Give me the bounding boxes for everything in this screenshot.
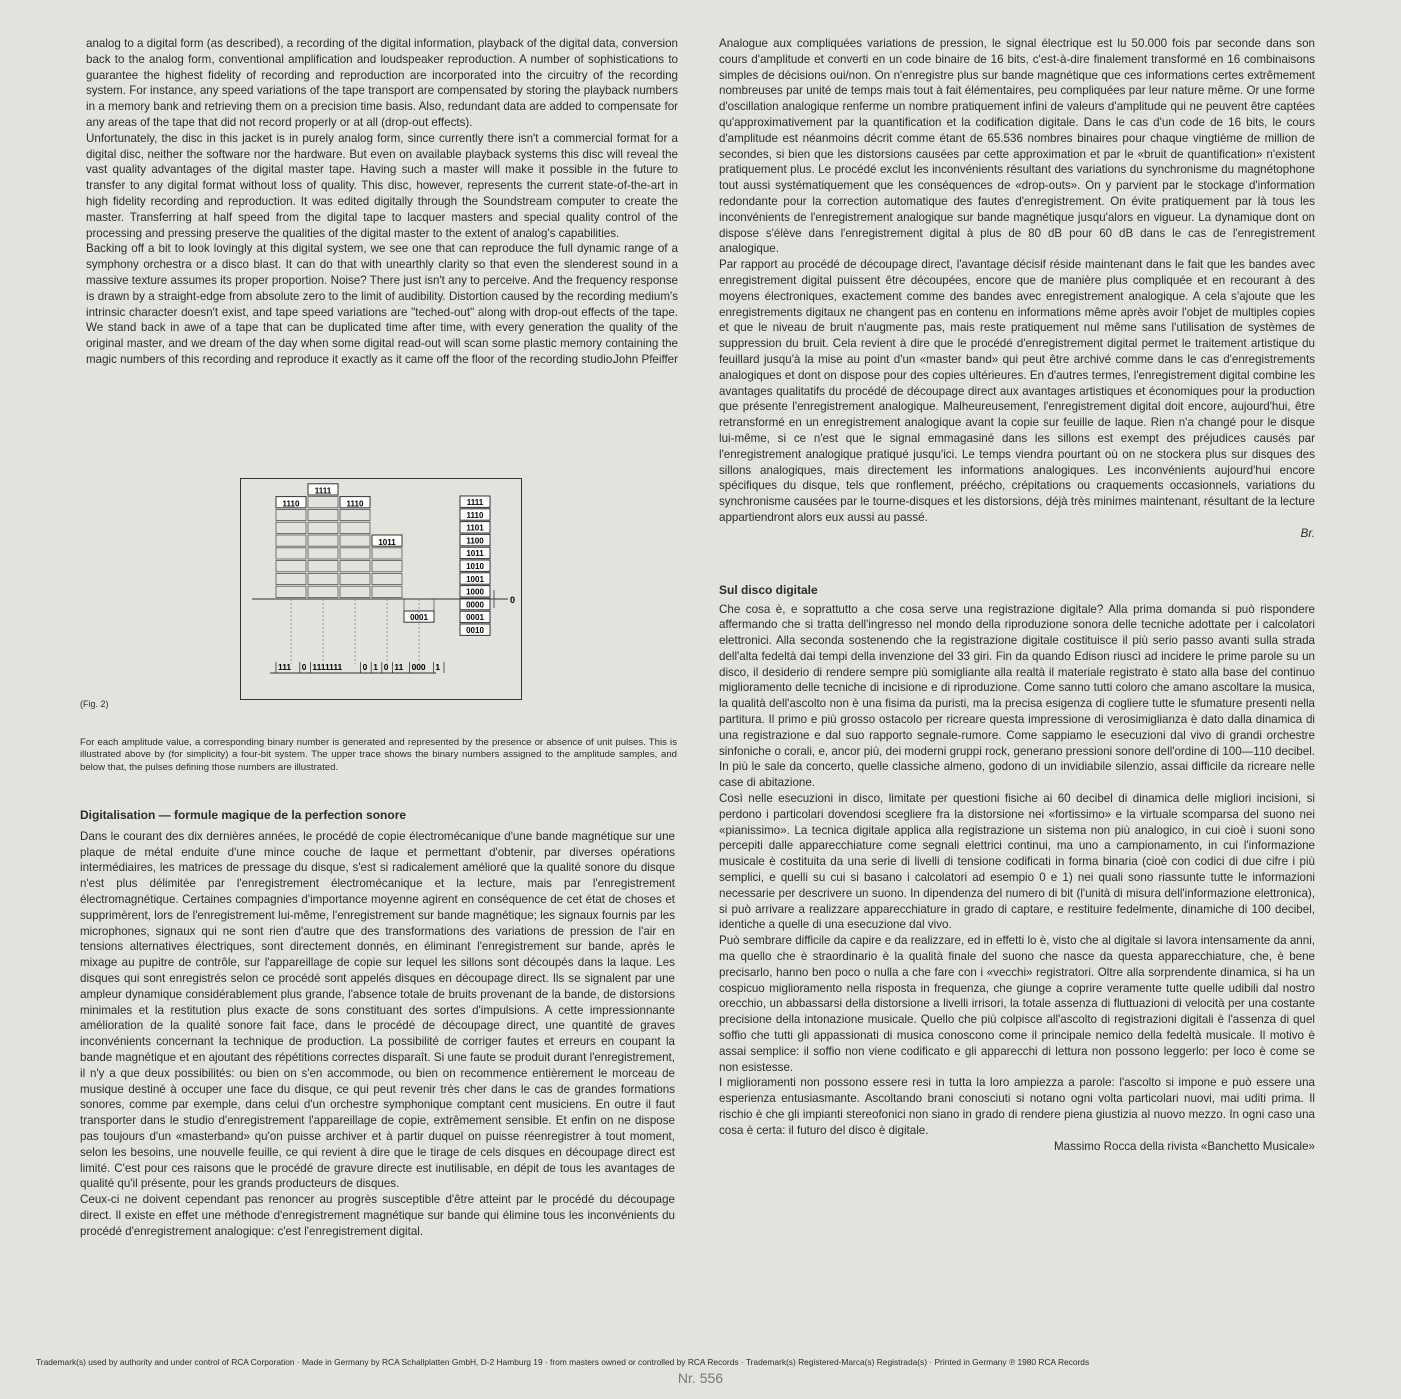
english-signature: John Pfeiffer	[613, 352, 678, 366]
binary-encoding-figure	[240, 478, 522, 700]
figure-caption: For each amplitude value, a corresponding binary number is generated and represented by the presence or absence of unit pulses. This is illustrated above by (for simplicity) a four-bit system. The upper trace shows the binary numbers assigned to the amplitude samples, and below that, the pulses defining those numbers are illustrated.	[80, 737, 677, 773]
scale-label: 1000	[466, 587, 484, 597]
french-right-paragraph-2: Par rapport au procédé de découpage direct, l'avantage décisif réside maintenant dans le fait que les bandes avec enregistrement digital puissent être découpées, encore que de manière plus compliquée et en recourant à des moyens électroniques, exactement comme des bandes avec enregistrement analogique. A cela s'ajoute que les enregistrements digitaux ne changent pas en contenu en informations même après avoir l'objet de multiples copies et que le niveau de bruit n'augmente pas, mais reste pratiquement nul même sans l'utilisation de systèmes de suppression du bruit. Cela revient à dire que le procédé d'enregistrement digital permet le traitement artistique du feuillard jusqu'à la mise au point d'un «master band» qui peut être archivé comme dans le cas d'enregistrements analogiques et dont on dispose pour des copies ultérieures. En d'autres termes, l'enregistrement digital combine les avantages qualitatifs du procédé de découpage direct aux avantages artistiques et économiques pour la production que présente l'enregistrement analogique. Malheureusement, l'enregistrement digital doit encore, aujourd'hui, être retransformé en un enregistrement analogique avant la copie sur feuille de laque. Rien n'a changé pour le disque lui-même, si ce n'est que le signal emmagasiné dans les sillons est exempt des préjudices causés par l'enregistrement analogique pratiqué jusqu'ici. Le temps viendra pourtant où on ne stockera plus sur disques des sillons analogiques, mais directement les informations analogiques. Les inconvénients aujourd'hui encore spécifiques du disque, tels que ronflement, préécho, crépitations ou craquements occasionnels, variations du synchronisme causées par le tourne-disques et les distorsions, déjà très minimes maintenant, résultant de la lecture appartiendront alors eux aussi au passé.	[719, 258, 1315, 524]
bar-cell	[340, 522, 370, 533]
french-right-paragraph-1: Analogue aux compliquées variations de pression, le signal électrique est lu 50.000 fois par seconde dans son cours d'amplitude et converti en un code binaire de 16 bits, c'est-à-dire finalement transformé en 16 combinaisons simples de décisions oui/non. On n'enregistre plus sur bande magnétique que ces informations certes extrêmement nombreuses par unité de temps mais tout à fait élémentaires, peu compliquées par leur nature même. Or une forme d'oscillation analogique renferme un nombre pratiquement infini de valeurs d'amplitude qui ne peuvent être captées qu'approximativement par la quantification et la codification digitale. Dans le cas d'un code de 16 bits, le cours d'amplitude est néanmoins décrit comme étant de 65.536 nombres binaires pour chaque vingtième de million de secondes, si bien que les distorsions causées par cette approximation et par le «bruit de quantification» n'existent pratiquement plus. Le procédé exclut les inconvénients résultant des variations du synchronisme du magnétophone tout aussi systématiquement que les conséquences de «drop-outs». On y parvient par le stockage d'information redondante pour la correction automatique des fautes d'enregistrement. On évite pratiquement par là tous les inconvénients de l'enregistrement analogique sur bande magnétique jusqu'alors en vigueur. La dynamique dont on dispose s'élève dans l'enregistrement digital à plus de 80 dB pour 60 dB dans le cas de l'enregistrement analogique.	[719, 37, 1315, 256]
bar-cell	[372, 548, 402, 559]
bar-label: 1111	[314, 486, 332, 496]
bar-cell	[340, 573, 370, 584]
scale-label: 1011	[466, 549, 484, 559]
bar-cell	[340, 548, 370, 559]
bar-cell	[308, 586, 338, 597]
footer-legal-text: Trademark(s) used by authority and under control of RCA Corporation · Made in Germany by RCA Schallplatten GmbH, D-2 Hamburg 19 · from masters owned or controlled by RCA Records · Trademark(s) Registered-Marca(s) Registrada(s) · Printed in Germany ℗ 1980 RCA Records	[36, 1357, 1090, 1367]
scale-label: 0010	[466, 626, 484, 635]
bar-cell	[308, 497, 338, 508]
zero-label: 0	[510, 595, 516, 605]
bar-cell	[308, 535, 338, 546]
bar-cell	[308, 561, 338, 572]
bar-cell	[276, 586, 306, 597]
bar-cell	[340, 561, 370, 572]
pulse-group: 111	[278, 662, 292, 672]
french-title: Digitalisation — formule magique de la perfection sonore	[80, 808, 407, 822]
scale-label: 1111	[466, 498, 484, 507]
binary-scale	[460, 496, 494, 635]
bar-label: 1110	[346, 499, 364, 509]
italian-paragraph-3: Può sembrare difficile da capire e da realizzare, ed in effetti lo è, visto che al digitale si lavora intensamente da anni, ma quello che è straordinario è la qualità finale del suono che nasce da questa apparecchiature, che, è bene precisarlo, hanno ben poco o nulla a che fare con i «vecchi» registratori. Oltre alla sorprendente dinamica, si ha un cospicuo miglioramento nella risposta in frequenza, che giunge a coprire veramente tutte quelle udibili dal nostro orecchio, un abbassarsi della distorsione a livelli irrisori, la totale assenza di fluttuazioni di velocità per una costante precisione della intonazione musicale. Quello che più colpisce all'ascolto di registrazioni digitali è l'assenza di quel soffio che tutti gli appassionati di musica conoscono come il principale nemico della fedeltà musicale. Il motivo è assai semplice: il soffio non viene codificato e gli apparecchi di lettura non possono leggerlo: per loco è come se non esistesse.	[719, 934, 1315, 1074]
figure-svg	[240, 478, 522, 700]
pulse-group: 1111111	[312, 662, 343, 672]
scale-label: 0001	[466, 613, 484, 623]
italian-paragraph-4: I miglioramenti non possono essere resi in tutta la loro ampiezza a parole: l'ascolto si impone e può essere una esperienza entusiasmante. Ascoltando brani conosciuti si notano ogni volta particolari nuovi, mai uditi prima. Il rischio è che gli impianti stereofonici non siano in grado di rendere piena giustizia al nuovo mezzo. In ogni caso una cosa è certa: il futuro del disco è digitale.	[719, 1076, 1315, 1137]
pulse-group: 1	[435, 662, 441, 672]
bar-cell	[308, 522, 338, 533]
bar-cell	[276, 535, 306, 546]
english-paragraph-2: Unfortunately, the disc in this jacket is in purely analog form, since currently there isn't a commercial format for a digital disc, neither the software nor the hardware. But even on available playback systems this disc will reveal the vast quality advantages of the digital master tape. Having such a master will make it possible in the future to transfer to any digital format without loss of quality. This disc, however, represents the current state-of-the-art in high fidelity recording and reproduction. It was edited digitally through the Soundstream computer to create the master. Transferring at half speed from the digital tape to lacquer masters and special quality control of the processing and pressing preserve the qualities of the digital master to the extent of analog's capabilities.	[86, 131, 678, 240]
bar-cell	[308, 548, 338, 559]
scale-label: 1001	[466, 574, 484, 584]
bar-label: 1110	[282, 499, 300, 509]
bar-cell	[340, 535, 370, 546]
english-paragraph-1: analog to a digital form (as described), a recording of the digital information, playback of the digital data, conversion back to the analog form, conventional amplification and loudspeaker reproduction. A number of sophistications to guarantee the highest fidelity of recording and reproduction are incorporated into the circuitry of the recording system. For instance, any speed variations of the tape transport are compensated by storing the playback numbers in a memory bank and retrieving them on a precision time basis. Also, redundant data are added to compensate for any areas of the tape that did not record properly or at all (drop-out effects).	[86, 37, 678, 129]
pulse-group: 000	[411, 662, 426, 672]
french-section	[80, 808, 675, 1240]
bar-cell	[372, 573, 402, 584]
pulse-group: 0	[383, 662, 389, 672]
bar-cell	[340, 509, 370, 520]
french-paragraph-1: Dans le courant des dix dernières années, le procédé de copie électromécanique d'une bande magnétique sur une plaque de métal enduite d'une mince couche de laque et permettant d'obtenir, par diverses opérations intermédiaires, les matrices de pressage du disque, s'est si radicalement amélioré que la qualité sonore du disque n'est plus délimitée par l'enregistrement électromécanique et la lecture, mais par l'enregistrement électromagnétique. Certaines compagnies d'importance moyenne agirent en conséquence de cet état de choses et supprimèrent, lors de l'enregistrement lui-même, l'enregistrement sur bande magnétique; les signaux fournis par les microphones, signaux qui ne sont rien d'autre que des transformations des variations de pression de l'air en tensions alternatives électriques, sont directement donnés, en éliminant l'enregistrement sur bande, après le mixage au pupitre de contrôle, sur l'appareillage de copie sur lequel les sillons sont découpés dans la laque. Les disques qui sont enregistrés selon ce procédé sont appelés disques en découpage direct. Ils se signalent par une ampleur dynamique considérablement plus grande, l'absence totale de bruits provenant de la bande, de distorsions minimales et la restitution plus exacte de sons constituant des sortes d'impulsions. A cette impressionnante amélioration de la qualité sonore fait face, dans le procédé de découpage direct, une quantité de graves inconvénients concernant la technique de production. La possibilité de corriger fautes et erreurs en coupant la bande magnétique et en ajoutant des répétitions correctes disparaît. Si une faute se produit durant l'enregistrement, il n'y a que deux possibilités: ou bien on s'en accommode, ou bien on recommence entièrement le morceau de musique destiné à occuper une face du disque, ce qui peut revenir très cher dans le cas de grandes formations sonores, comme par exemple, dans celui d'un orchestre symphonique comptant cent musiciens. En outre il faut transporter dans le studio d'enregistrement l'appareillage de copie, extrêmement sensible. Et enfin on ne dispose pas toujours d'un «masterband» qu'on puisse archiver et à partir duquel on puisse réenregistrer à tout moment, selon les besoins, une nouvelle feuille, ce qui revient à dire que le tirage de cels disques en découpage direct est limité. C'est pour ces raisons que le procédé de gravure directe est inutilisable, en dépit de tous les avantages de qualité qu'il présente, pour les grands producteurs de disques.	[80, 829, 675, 1191]
scale-label: 0000	[466, 600, 484, 610]
right-text-column	[719, 36, 1315, 1154]
pulse-group: 0	[301, 662, 307, 672]
italian-paragraph-2: Così nelle esecuzioni in disco, limitate per questioni fisiche ai 60 decibel di dinamica delle migliori incisioni, si perdono i particolari dovendosi scegliere fra la distorsione nei «fortissimo» e la virtuale scomparsa del suono nei «pianissimo». La tecnica digitale applica alla registrazione un sistema non più analogico, in cui cioè i suoni sono percepiti dalle apparecchiature come segnali elettrici continui, ma uno a campionamento, in cui l'informazione musicale è costituita da una serie di livelli di tensione codificati in forma binaria (cioè con codici di due cifre i più semplici, e quelli su cui si basano i calcolatori ad esempio 0 e 1) nei quali sono riassunte tutte le informazioni necessarie per descrivere un suono. In dipendenza del numero di bit (l'unità di misura dell'informazione elettronica), si può arrivare a realizzare apparecchiature in grado di captare, e restituire fedelmente, dinamiche di 100 decibel, identiche a quelle di una esecuzione dal vivo.	[719, 792, 1315, 932]
bar-cell	[308, 509, 338, 520]
bar-cell	[276, 548, 306, 559]
scale-label: 1110	[466, 510, 484, 520]
bar-label: 0001	[410, 613, 428, 622]
amplitude-bars	[276, 484, 434, 664]
bar-label: 1011	[378, 537, 396, 547]
bar-cell	[276, 522, 306, 533]
bar-cell	[340, 586, 370, 597]
footer-catalog-number: Nr. 556	[677, 1370, 724, 1386]
scale-label: 1010	[466, 562, 484, 571]
pulse-group: 0	[362, 662, 368, 672]
bar-cell	[372, 561, 402, 572]
bar-cell	[372, 586, 402, 597]
italian-paragraph-1: Che cosa è, e soprattutto a che cosa serve una registrazione digitale? Alla prima domanda si può rispondere affermando che si tratta dell'ingresso nel mondo della riproduzione sonora delle tecniche adottate per i calcolatori elettronici. Alla seconda sostenendo che la registrazione digitale costituisce il più serio passo avanti sulla strada dell'alta fedeltà dai tempi della invenzione del 33 giri. Fin da quando Edison riuscì ad incidere le prime parole su un disco, il desiderio di rendere sempre più somigliante alla realtà il materiale registrato è stato alla base del continuo miglioramento delle tecniche di incisione e di riproduzione. Come sanno tutti coloro che amano ascoltare la musica, la qualità dell'ascolto non è una fisima da puristi, ma la precisa esigenza di cogliere tutte le sfumature presenti nella partitura. Il primo e più grosso ostacolo per ricreare questa impressione di verosimiglianza è dato dalla dinamica di una registrazione e dal suo rapporto segnale-rumore. Come sappiamo le esecuzioni dal vivo di grandi orchestre sinfoniche o corali, e, ancor più, dei moderni gruppi rock, generano pressioni sonore dell'ordine di 100—110 decibel. In più le sale da concerto, quelle classiche almeno, godono di un invidiabile silenzio, assai difficile da ricreare nelle case di abitazione.	[719, 602, 1315, 790]
english-text-column	[86, 36, 678, 368]
english-paragraph-3: Backing off a bit to look lovingly at this digital system, we see one that can reproduce the full dynamic range of a symphony orchestra or a disco blast. It can do that with unearthly clarity so that even the slenderest sound in a massive texture assumes its proper proportion. Noise? There just isn't any to perceive. And the frequency response is drawn by a straight-edge from absolute zero to the limit of audibility. Distortion caused by the recording medium's intrinsic character doesn't exist, and tape speed variations are "teched-out" along with drop-out effects of the tape. We stand back in awe of a tape that can be duplicated time after time, with every generation the quality of the original master, and we dream of the day when some digital read-out will scan some plastic memory containing the magic numbers of this recording and reproduce it exactly as it came off the floor of the recording studio.	[86, 242, 678, 366]
italian-signature: Massimo Rocca della rivista «Banchetto Musicale»	[1054, 1139, 1315, 1153]
scale-label: 1100	[466, 536, 484, 546]
scale-label: 1101	[466, 523, 484, 533]
pulse-group: 11	[394, 662, 404, 672]
bar-cell	[276, 561, 306, 572]
italian-title: Sul disco digitale	[719, 582, 818, 597]
french-paragraph-2: Ceux-ci ne doivent cependant pas renoncer au progrès susceptible d'être atteint par le procédé du découpage direct. Il existe en effet une méthode d'enregistrement magnétique sur bande qui élimine tous les inconvénients du procédé d'enregistrement analogique: c'est l'enregistrement digital.	[80, 1193, 675, 1238]
french-signature: Br.	[1300, 526, 1315, 540]
section-gap	[719, 542, 1315, 582]
bar-cell	[308, 573, 338, 584]
bar-cell	[276, 509, 306, 520]
bar-cell	[276, 573, 306, 584]
pulse-group: 1	[373, 662, 378, 672]
figure-label: (Fig. 2)	[80, 699, 109, 709]
pulse-train	[270, 662, 444, 673]
